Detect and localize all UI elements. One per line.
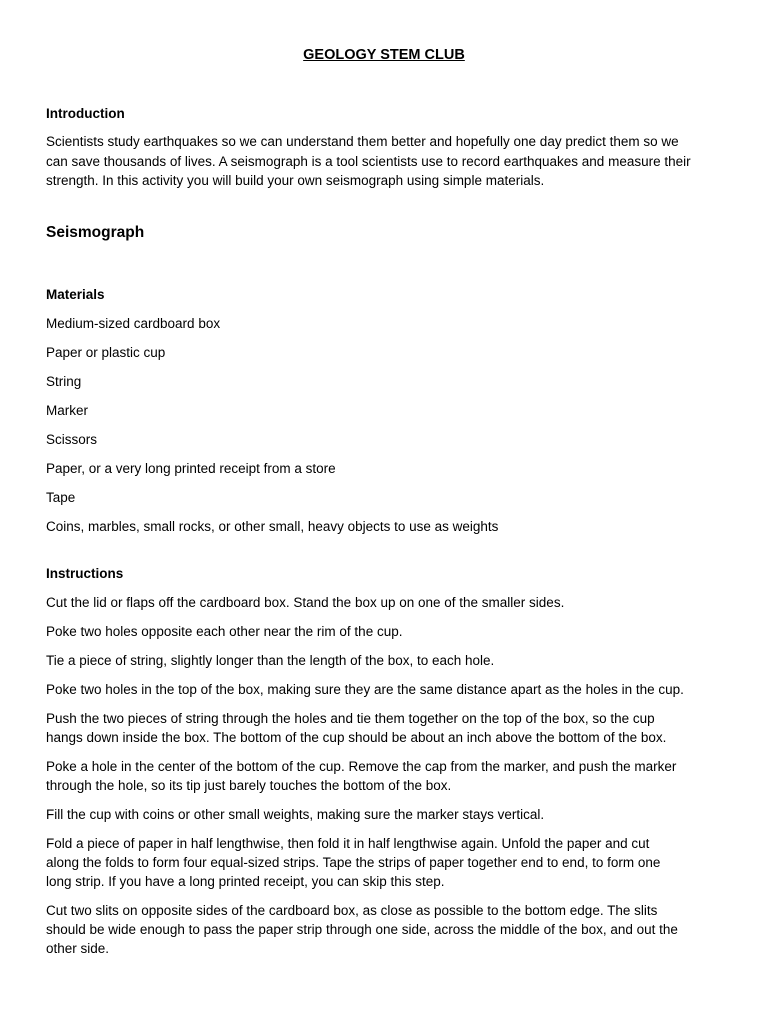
- instruction-step: Poke a hole in the center of the bottom of the cup. Remove the cap from the marker, and push the marker through the hole, so its tip just barely touches the bottom of the box.: [46, 758, 677, 793]
- materials-heading: Materials: [46, 286, 105, 302]
- instruction-step: Push the two pieces of string through the holes and tie them together on the top of the box, so the cup hangs down inside the box. The bottom of the cup should be about an inch above the bottom of the box.: [46, 710, 667, 745]
- material-item: Marker: [46, 402, 89, 418]
- instruction-step: Cut the lid or flaps off the cardboard box. Stand the box up on one of the smaller sides.: [46, 594, 565, 610]
- introduction-heading: Introduction: [46, 106, 125, 121]
- instruction-step: Poke two holes opposite each other near the rim of the cup.: [46, 623, 403, 639]
- page-title: GEOLOGY STEM CLUB: [303, 47, 465, 63]
- instructions-list: [46, 593, 722, 958]
- material-item: Paper, or a very long printed receipt from a store: [46, 460, 336, 476]
- instruction-step: Poke two holes in the top of the box, making sure they are the same distance apart as the holes in the cup.: [46, 681, 684, 697]
- material-item: Tape: [46, 489, 76, 505]
- materials-list: [46, 314, 722, 536]
- introduction-paragraph: Scientists study earthquakes so we can understand them better and hopefully one day predict them so we can save thousands of lives. A seismograph is a tool scientists use to record earthquakes and measure their strength. In this activity you will build your own seismograph using simple materials.: [46, 134, 691, 188]
- material-item: Medium-sized cardboard box: [46, 315, 221, 331]
- instruction-step: Tie a piece of string, slightly longer than the length of the box, to each hole.: [46, 652, 495, 668]
- instruction-step: Fill the cup with coins or other small weights, making sure the marker stays vertical.: [46, 806, 545, 822]
- seismograph-heading: Seismograph: [46, 223, 145, 241]
- material-item: Scissors: [46, 431, 98, 447]
- material-item: Coins, marbles, small rocks, or other small, heavy objects to use as weights: [46, 518, 499, 534]
- instruction-step: Fold a piece of paper in half lengthwise, then fold it in half lengthwise again. Unfold the paper and cut along the folds to form four equal-sized strips. Tape the strips of paper together end to end, to form one long strip. If you have a long printed receipt, you can skip this step.: [46, 835, 661, 889]
- material-item: String: [46, 373, 82, 389]
- instructions-heading: Instructions: [46, 565, 124, 581]
- instruction-step: Cut two slits on opposite sides of the cardboard box, as close as possible to the bottom edge. The slits should be wide enough to pass the paper strip through one side, across the middle of the box, and out the other side.: [46, 902, 678, 956]
- material-item: Paper or plastic cup: [46, 344, 166, 360]
